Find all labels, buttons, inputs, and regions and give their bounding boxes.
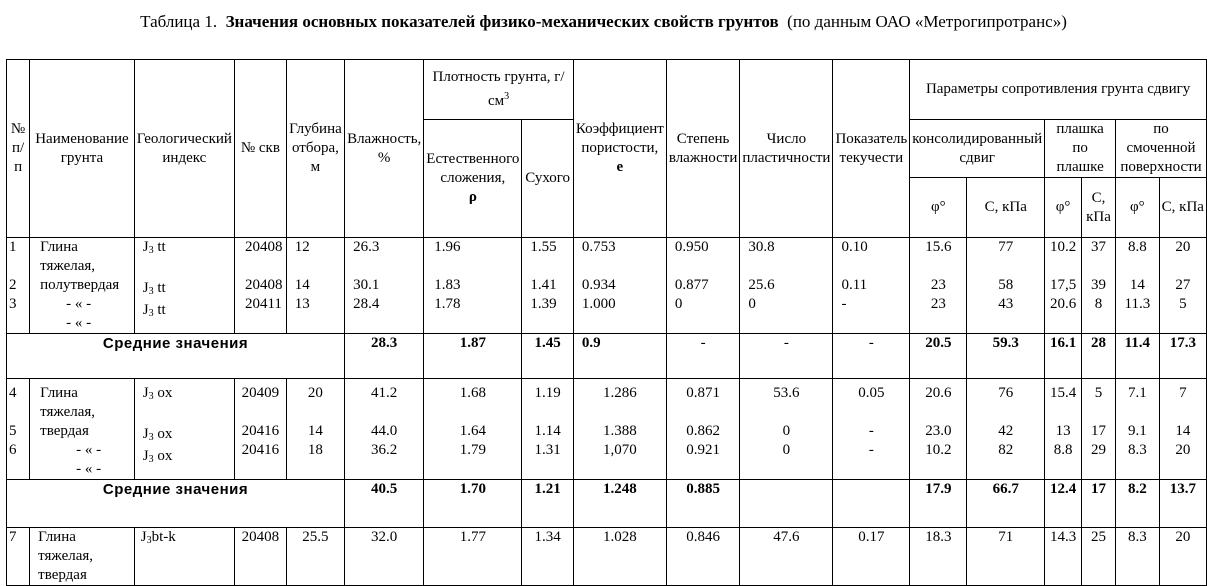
cell-c2: 5 17 29 [1082, 379, 1116, 480]
header-c-3: С, кПа [1159, 178, 1206, 238]
avg-fluidity [833, 480, 910, 528]
cell-phi2: 14.3 [1045, 528, 1082, 586]
cell-index: $J_3$ ox $J_3$ ox $J_3$ ox [134, 379, 234, 480]
header-phi-2: φ° [1045, 178, 1082, 238]
cell-dry: 1.55 1.41 1.39 [522, 238, 573, 334]
caption-suffix: (по данным ОАО «Метрогипротранс») [787, 12, 1067, 31]
cell-depth: 25.5 [286, 528, 344, 586]
cell-c1: 76 42 82 [967, 379, 1045, 480]
avg-plasticity: - [740, 334, 833, 379]
table-caption [0, 12, 1207, 32]
avg-phi3: 8.2 [1116, 480, 1160, 528]
properties-table [6, 59, 1207, 586]
cell-saturation: 0.871 0.862 0.921 [666, 379, 740, 480]
header-natural-text: Естественного сложения, [426, 151, 520, 186]
header-phi-1: φ° [910, 178, 967, 238]
avg-porosity: 0.9 [573, 334, 666, 379]
cell-c3: 7 14 20 [1159, 379, 1206, 480]
avg-moisture: 40.5 [345, 480, 424, 528]
avg-saturation: 0.885 [666, 480, 740, 528]
header-porosity-sym: e [616, 159, 624, 175]
cell-fluidity: 0.05 - - [833, 379, 910, 480]
cell-fluidity: 0.10 0.11 - [833, 238, 910, 334]
header-porosity-text: Коэффициент пористости, [575, 121, 664, 156]
table-row-group-2 [7, 379, 1207, 480]
header-density-sup: 3 [504, 91, 510, 102]
cell-phi1: 15.6 23 23 [910, 238, 967, 334]
average-label: Средние значения [7, 480, 345, 528]
avg-rho: 1.87 [424, 334, 522, 379]
header-wet: по смоченной поверхности [1116, 120, 1207, 178]
cell-rho: 1.68 1.64 1.79 [424, 379, 522, 480]
cell-c2: 25 [1082, 528, 1116, 586]
header-density [424, 60, 574, 120]
avg-rho: 1.70 [424, 480, 522, 528]
header-num: № п/п [7, 60, 30, 238]
cell-plasticity: 30.8 25.6 0 [740, 238, 833, 334]
cell-well: 20408 [234, 528, 286, 586]
header-c-2: С, кПа [1082, 178, 1116, 238]
avg-saturation: - [666, 334, 740, 379]
header-fluidity: Показатель текучести [833, 60, 910, 238]
cell-saturation: 0.950 0.877 0 [666, 238, 740, 334]
cell-rho: 1.77 [424, 528, 522, 586]
table-row-7 [7, 528, 1207, 586]
header-natural-sym: ρ [468, 189, 477, 205]
avg-phi1: 17.9 [910, 480, 967, 528]
cell-phi1: 20.6 23.0 10.2 [910, 379, 967, 480]
cell-phi3: 8.3 [1116, 528, 1160, 586]
header-natural [424, 120, 522, 238]
avg-dry: 1.21 [522, 480, 573, 528]
avg-plasticity [740, 480, 833, 528]
avg-phi1: 20.5 [910, 334, 967, 379]
cell-phi3: 8.8 14 11.3 [1116, 238, 1160, 334]
avg-phi2: 16.1 [1045, 334, 1082, 379]
cell-fluidity: 0.17 [833, 528, 910, 586]
cell-c3: 20 [1159, 528, 1206, 586]
caption-bold: Значения основных показателей физико-механических свойств грунтов [225, 12, 779, 31]
header-porosity [573, 60, 666, 238]
cell-c2: 37 39 8 [1082, 238, 1116, 334]
cell-well: 20409 20416 20416 [234, 379, 286, 480]
avg-porosity: 1.248 [573, 480, 666, 528]
header-name: Наименование грунта [30, 60, 135, 238]
header-index: Геологический индекс [134, 60, 234, 238]
cell-saturation: 0.846 [666, 528, 740, 586]
header-consolidated: консолидированный сдвиг [910, 120, 1045, 178]
header-moisture: Влажность, % [345, 60, 424, 238]
cell-moisture: 41.2 44.0 36.2 [345, 379, 424, 480]
cell-n: 4 5 6 [7, 379, 30, 480]
cell-name: Глина тяжелая, твердая - « - - « - [30, 379, 135, 480]
avg-moisture: 28.3 [345, 334, 424, 379]
cell-moisture: 32.0 [345, 528, 424, 586]
header-phi-3: φ° [1116, 178, 1160, 238]
cell-c3: 20 27 5 [1159, 238, 1206, 334]
header-well: № скв [234, 60, 286, 238]
header-plasticity: Число пластичности [740, 60, 833, 238]
avg-c2: 28 [1082, 334, 1116, 379]
avg-phi3: 11.4 [1116, 334, 1160, 379]
cell-n: 1 2 3 [7, 238, 30, 334]
avg-c2: 17 [1082, 480, 1116, 528]
avg-c3: 17.3 [1159, 334, 1206, 379]
cell-c1: 77 58 43 [967, 238, 1045, 334]
cell-n: 7 [7, 528, 30, 586]
cell-porosity: 1.286 1.388 1,070 [573, 379, 666, 480]
cell-phi3: 7.1 9.1 8.3 [1116, 379, 1160, 480]
header-c-1: С, кПа [967, 178, 1045, 238]
table-row-average-2 [7, 480, 1207, 528]
cell-dry: 1.19 1.14 1.31 [522, 379, 573, 480]
cell-name: Глина тяжелая, твердая [30, 528, 135, 586]
cell-porosity: 1.028 [573, 528, 666, 586]
cell-depth: 20 14 18 [286, 379, 344, 480]
caption-prefix: Таблица 1. [140, 12, 218, 31]
cell-plasticity: 53.6 0 0 [740, 379, 833, 480]
header-depth: Глубина отбора, м [286, 60, 344, 238]
cell-rho: 1.96 1.83 1.78 [424, 238, 522, 334]
avg-c1: 59.3 [967, 334, 1045, 379]
average-label: Средние значения [7, 334, 345, 379]
properties-table-wrap [6, 59, 1207, 586]
cell-phi1: 18.3 [910, 528, 967, 586]
header-density-text: Плотность грунта, г/см [432, 69, 565, 109]
avg-fluidity: - [833, 334, 910, 379]
cell-index: $J_3bt-k$ [134, 528, 234, 586]
cell-plasticity: 47.6 [740, 528, 833, 586]
cell-moisture: 26.3 30.1 28.4 [345, 238, 424, 334]
table-row-group-1 [7, 238, 1207, 334]
cell-phi2: 15.4 13 8.8 [1045, 379, 1082, 480]
cell-depth: 12 14 13 [286, 238, 344, 334]
cell-porosity: 0.753 0.934 1.000 [573, 238, 666, 334]
cell-well: 20408 20408 20411 [234, 238, 286, 334]
cell-phi2: 10.2 17,5 20.6 [1045, 238, 1082, 334]
cell-c1: 71 [967, 528, 1045, 586]
avg-c3: 13.7 [1159, 480, 1206, 528]
header-die: плашка по плашке [1045, 120, 1116, 178]
header-shear: Параметры сопротивления грунта сдвигу [910, 60, 1207, 120]
header-dry: Сухого [522, 120, 573, 238]
table-row-average-1 [7, 334, 1207, 379]
avg-dry: 1.45 [522, 334, 573, 379]
cell-dry: 1.34 [522, 528, 573, 586]
cell-index: $J_3$ tt $J_3$ tt $J_3$ tt [134, 238, 234, 334]
avg-phi2: 12.4 [1045, 480, 1082, 528]
cell-name: Глина тяжелая, полутвердая - « - - « - [30, 238, 135, 334]
header-saturation: Степень влажности [666, 60, 740, 238]
avg-c1: 66.7 [967, 480, 1045, 528]
